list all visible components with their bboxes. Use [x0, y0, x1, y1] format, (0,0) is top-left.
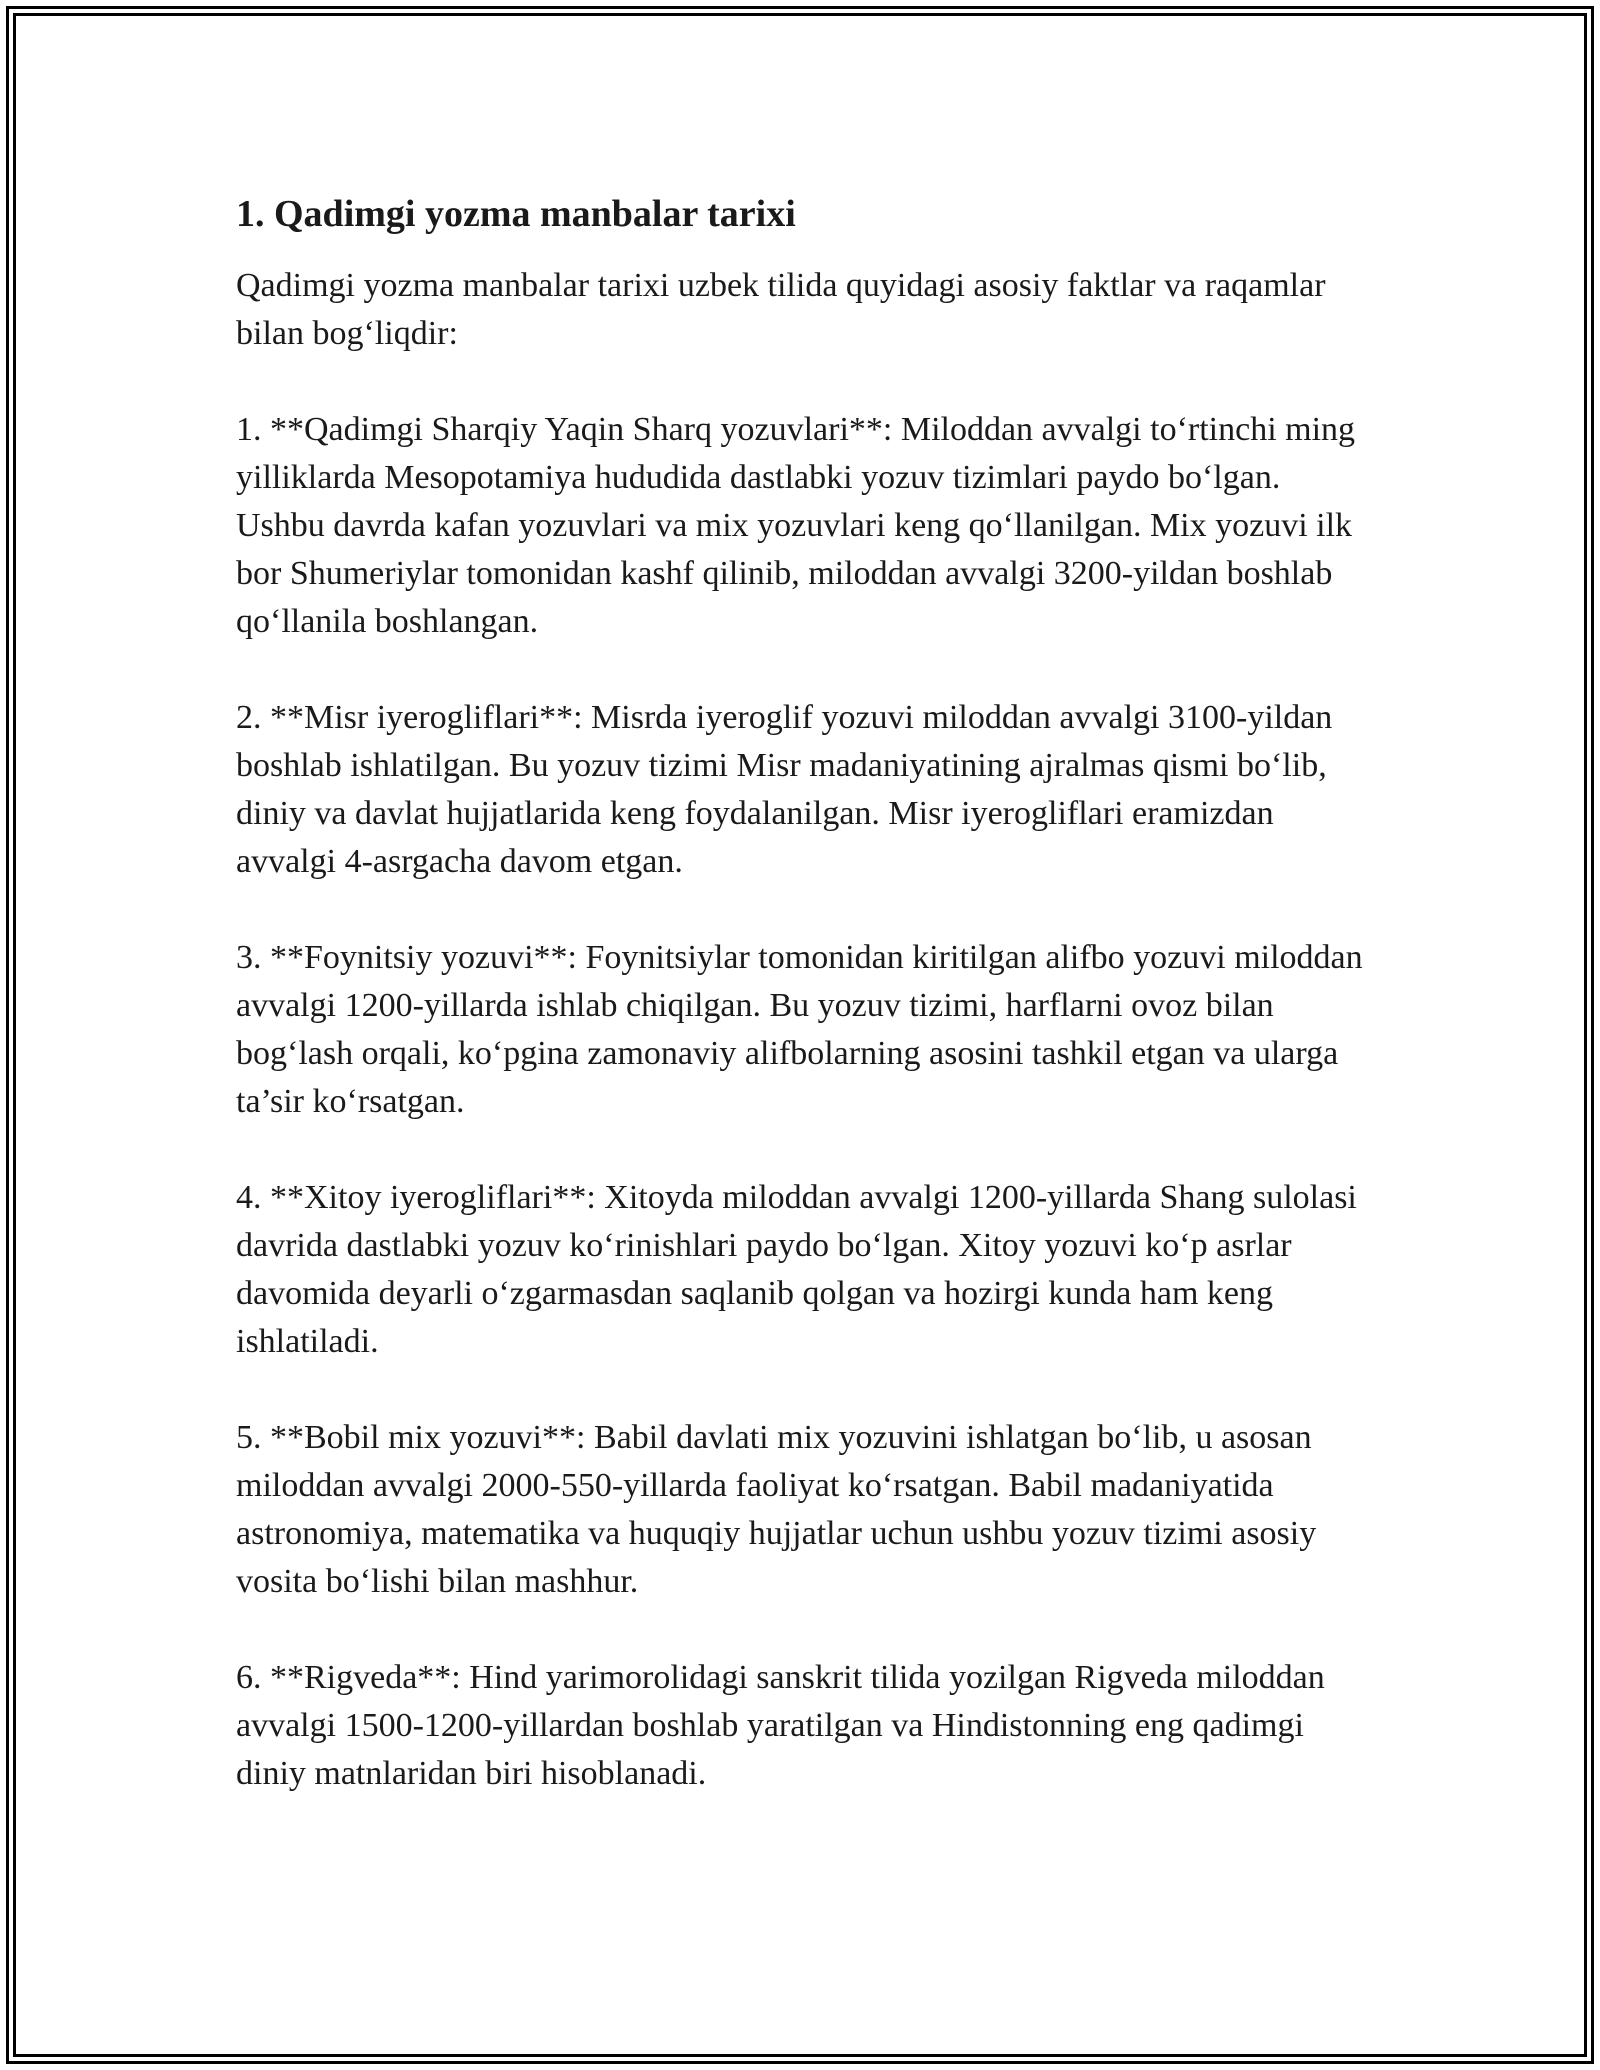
list-item-1: 1. **Qadimgi Sharqiy Yaqin Sharq yozuvlari**: Miloddan avvalgi to‘rtinchi ming yilliklarda Mesopotamiya hududida dastlabki yozuv tizimlari paydo bo‘lgan. Ushbu davrda kafan yozuvlari va mix yozuvlari keng qo‘llanilgan. Mix yozuvi ilk bor Shumeriylar tomonidan kashf qilinib, miloddan avvalgi 3200-yildan boshlab qo‘llanila boshlangan. [236, 411, 1356, 640]
list-item-3: 3. **Foynitsiy yozuvi**: Foynitsiylar tomonidan kiritilgan alifbo yozuvi miloddan avvalgi 1200-yillarda ishlab chiqilgan. Bu yozuv tizimi, harflarni ovoz bilan bog‘lash orqali, ko‘pgina zamonaviy alifbolarning asosini tashkil etgan va ularga ta’sir ko‘rsatgan. [236, 939, 1363, 1120]
list-item-2: 2. **Misr iyerogliflari**: Misrda iyeroglif yozuvi miloddan avvalgi 3100-yildan boshlab ishlatilgan. Bu yozuv tizimi Misr madaniyatining ajralmas qismi bo‘lib, diniy va davlat hujjatlarida keng foydalanilgan. Misr iyerogliflari eramizdan avvalgi 4-asrgacha davom etgan. [236, 699, 1333, 880]
section-heading: 1. Qadimgi yozma manbalar tarixi [236, 193, 796, 235]
document-body [236, 188, 1376, 1846]
list-item-5: 5. **Bobil mix yozuvi**: Babil davlati mix yozuvini ishlatgan bo‘lib, u asosan miloddan avvalgi 2000-550-yillarda faoliyat ko‘rsatgan. Babil madaniyatida astronomiya, matematika va huquqiy hujjatlar uchun ushbu yozuv tizimi asosiy vosita bo‘lishi bilan mashhur. [236, 1419, 1317, 1600]
list-item-4: 4. **Xitoy iyerogliflari**: Xitoyda miloddan avvalgi 1200-yillarda Shang sulolasi davrida dastlabki yozuv ko‘rinishlari paydo bo‘lgan. Xitoy yozuvi ko‘p asrlar davomida deyarli o‘zgarmasdan saqlanib qolgan va hozirgi kunda ham keng ishlatiladi. [236, 1179, 1357, 1360]
list-item-6: 6. **Rigveda**: Hind yarimorolidagi sanskrit tilida yozilgan Rigveda miloddan avvalgi 1500-1200-yillardan boshlab yaratilgan va Hindistonning eng qadimgi diniy matnlaridan biri hisoblanadi. [236, 1659, 1325, 1792]
intro-paragraph: Qadimgi yozma manbalar tarixi uzbek tilida quyidagi asosiy faktlar va raqamlar bilan bog‘liqdir: [236, 267, 1326, 352]
